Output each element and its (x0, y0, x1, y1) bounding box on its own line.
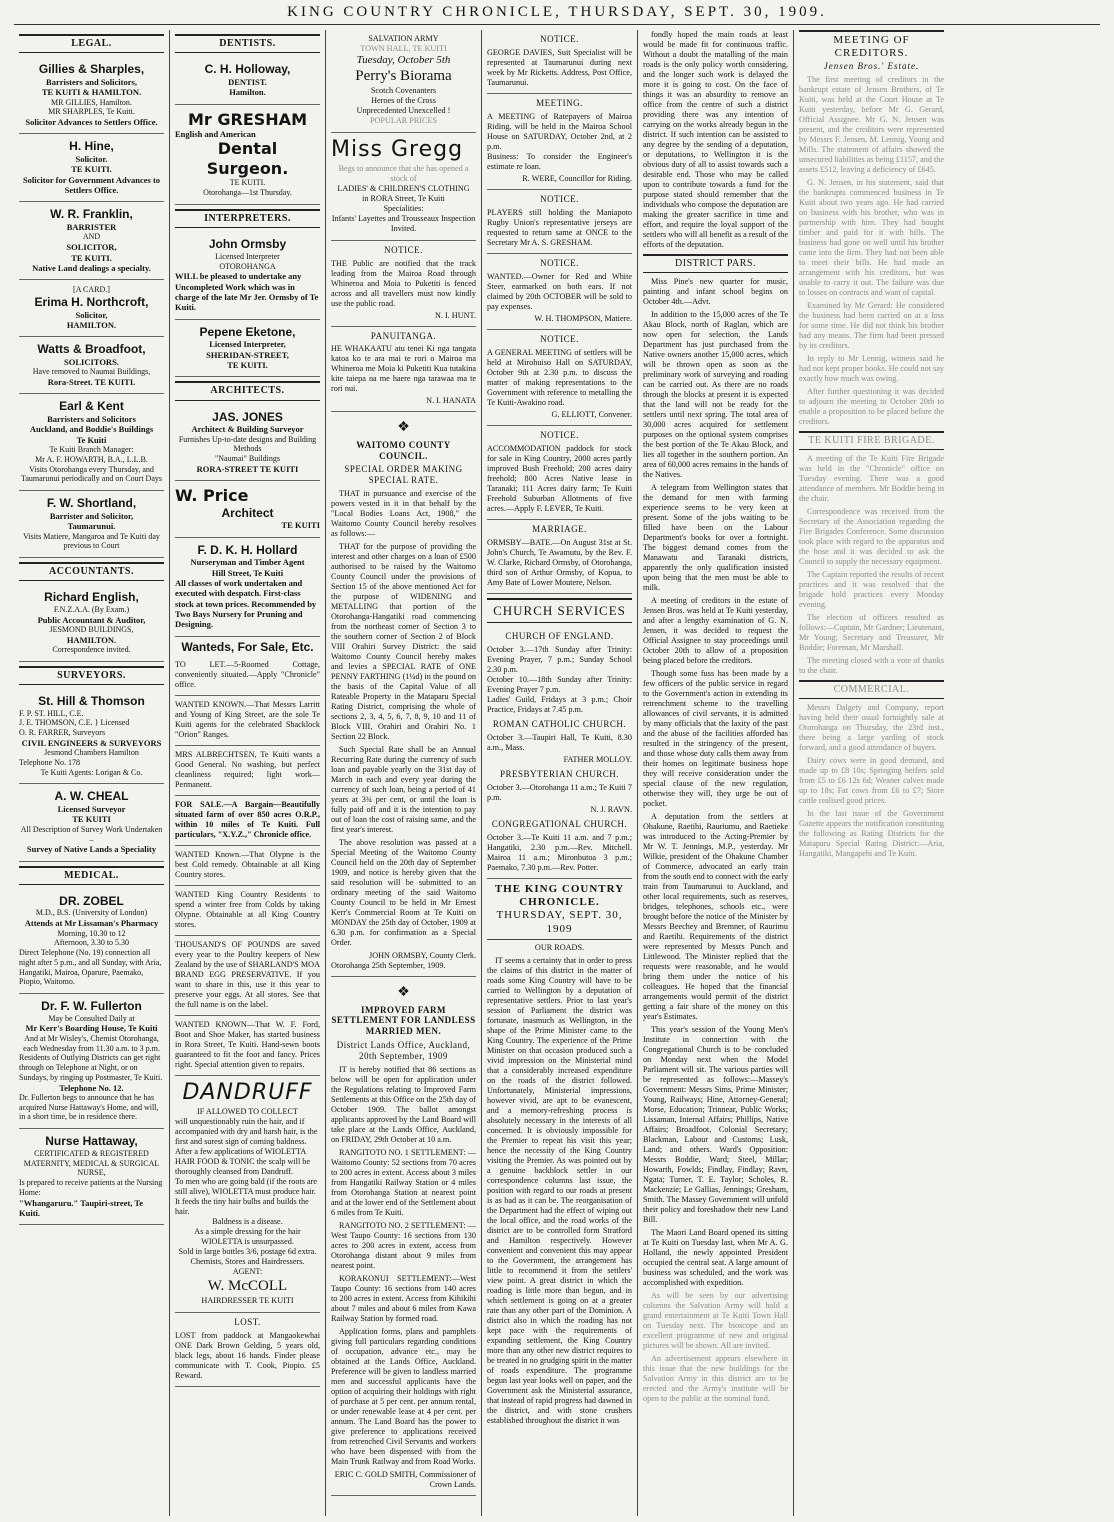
notice-heading: NOTICE. (540, 333, 579, 344)
paragraph: The Maori Land Board opened its sitting at Te Kuiti on Tuesday last, when Mr A. G. Holland, the newly appointed President occupied the central seat. A large amount of business was scheduled, and the work was accomplished with expedition. (643, 1228, 788, 1288)
paragraph: The first meeting of creditors in the bankrupt estate of Jensen Brothers, of Te Kuiti, was held at the Court House at Te Kuiti yesterday, before Mr G. Gerard, Official Assignee. Mr G. N. Jensen was present, and the creditors were represented by Messrs F. Jensen, M. Lennig, Young and Mills. The statement of affairs showed the unsecured liabilities as being £1157, and the assets £512, leaving a deficiency of £645. (799, 74, 944, 174)
notice-heading: PANUITANGA. (370, 330, 437, 341)
column-notices-2 (482, 30, 638, 1516)
card-place: Te Kuiti (76, 434, 107, 445)
section-heading-dentists: DENTISTS. (175, 34, 320, 53)
card-line: O. R. FARRER, Surveyors (19, 728, 106, 738)
card-line: RORA-STREET TE KUITI (196, 463, 299, 474)
card-line: Correspondence invited. (52, 645, 131, 655)
card-line: CERTIFICATED & REGISTERED MATERNITY, MEDICAL & SURGICAL NURSE, (23, 1148, 160, 1178)
card-name: Erima H. Northcroft, (34, 295, 149, 310)
card-line: Solicitor for Government Advances to Settlers Office. (22, 174, 161, 196)
notice-heading: LOST. (234, 1316, 261, 1327)
notice-subheading: SPECIAL ORDER MAKING SPECIAL RATE. (344, 464, 463, 486)
card-line: May be Consulted Daily at (48, 1013, 135, 1023)
card-line: "Naumai" Buildings (215, 454, 280, 464)
card-name: Gillies & Sharples, (38, 62, 145, 77)
card-line: MR GILLIES, Hamilton. (51, 97, 132, 107)
card-line: Te Kuiti Agents: Lorigan & Co. (40, 767, 143, 777)
notice-date: Otorohanga 25th September, 1909. (331, 961, 446, 971)
card-line: Is prepared to receive patients at the Nursing Home: (19, 1178, 163, 1197)
section-heading-district-pars: DISTRICT PARS. (643, 254, 788, 273)
card-line: Attends at Mr Lissaman's Pharmacy (24, 918, 159, 929)
card-name: F. D. K. H. Hollard (197, 542, 298, 557)
card-line: WILL be pleased to undertake any Uncompleted Work which was in charge of the late Mr Jer. Ormsby of Te Kuiti. (175, 271, 319, 313)
notice-text: Such Special Rate shall be an Annual Recurring Rate during the currency of such loan and payable yearly on the 31st day of March in each and every year during the currency of such loan, being a period of 41 years at 3¾ per cent, or until the loan is fully paid off and it is the intention to pay out of loan the cost of raising same, and the first year's interest. (331, 745, 476, 835)
advert-title: DANDRUFF (182, 1080, 313, 1106)
classified-ad: THOUSAND'S OF POUNDS are saved every year to the Poultry keepers of New Zealand by the use of SHARLAND'S MOA BRAND EGG PRESERVATIVE. If you want to share in this, use it this year to preserve your eggs. At all stores. See that the full name is on the label. (175, 936, 320, 1016)
card-name: DR. ZOBEL (59, 893, 124, 908)
card-line: Have removed to Naumai Buildings, (32, 367, 151, 377)
card-place: HAMILTON. (66, 634, 117, 645)
notice-heading: NOTICE. (540, 34, 579, 44)
advert-line: Baldness is a disease. (212, 1217, 283, 1227)
coat-of-arms-icon: ❖ (397, 420, 410, 436)
paragraph: Messrs Dalgety and Company, report having held their usual fortnightly sale at Otorohanga on Thursday, the 23rd inst., there being a large yarding of stock forward, and a good attendance of buyers. (799, 703, 944, 753)
card-name: Watts & Broadfoot, (37, 342, 146, 357)
advert-line: in RORA Street, Te Kuiti (362, 193, 445, 203)
notice-davies (487, 30, 632, 94)
advert-line: After a few applications of WIOLETTA HAIR FOOD & TONIC the scalp will be thoroughly cleansed from Dandruff. (175, 1147, 311, 1177)
wanteds-title: Wanteds, For Sale, Etc. (181, 639, 314, 654)
notice-text: PLAYERS still holding the Maniapoto Rugby Union's representative jerseys are requested to return same at ONCE to the Secretary Mr A. S. GRESHAM. (487, 207, 632, 247)
editorial-heading: OUR ROADS. (534, 943, 585, 953)
card-role: Licensed Surveyor (57, 804, 126, 815)
card-name: A. W. CHEAL (54, 789, 129, 804)
card-eketone (175, 320, 320, 378)
column-creditors (794, 30, 949, 1516)
card-name: Earl & Kent (59, 399, 124, 414)
section-heading-commercial: COMMERCIAL. (799, 680, 944, 699)
church-name: CHURCH OF ENGLAND. (505, 630, 614, 641)
notice-text: GEORGE DAVIES, Suit Specialist will be represented at Taumarunui during next week by Mr Ricketts. Address, Post Office, Taumarunui. (487, 47, 632, 87)
advert-line: As a simple dressing for the hair WIOLETTA is unsurpassed. (194, 1227, 301, 1247)
card-place: TE KUITI & HAMILTON. (41, 87, 142, 98)
paragraph: A meeting of the Te Kuiti Fire Brigade was held in the "Chronicle" office on Tuesday evening. There was a good attendance of members. Mr Boddie being in the chair. (799, 453, 944, 503)
section-heading-architects: ARCHITECTS. (175, 381, 320, 400)
church-name: CONGREGATIONAL CHURCH. (491, 818, 628, 829)
card-st-hill-thomson (19, 689, 164, 784)
paragraph: Miss Pine's new quarter for music, painting and infant school begins on October 4th.—Advt. (643, 277, 788, 307)
card-name: Mr GRESHAM (188, 109, 307, 129)
card-line: Morning, 10.30 to 12 (57, 928, 126, 938)
card-name: C. H. Holloway, (204, 62, 291, 77)
card-place: Hamilton. (229, 87, 266, 98)
paragraph: This year's session of the Young Men's Institute in connection with the Congregational Church is to be concluded on Monday next when the Model Parliament will sit. The various parties will be represented as follows:—Massey's Government: Messrs Sims, Prime Minister; Young, Railways; Hine, Attorney-General; Morse, Education; Trinnear, Public Works; Lissaman, Internal Affairs; Phillips, Native Affairs; Broadfoot, Colonial Secretary; Blackman, Labour and Customs; Lusk, Land; and others. Ward's Opposition: Messrs Boddie, Ward; Steel, Millar; Howarth, Fowlds; Findlay, Findlay; Ravn, Ngata; Turner, T. E. Taylor; Scholes, R. Mackenzie; Le Gallias, Jennings; Gresham, Smith. The Massey Government will unfold their policy and foreshadow their new Land Bill. (643, 1025, 788, 1225)
paragraph: In addition to the 15,000 acres of the Te Akau Block, north of Raglan, which are now open for selection, the Lands Department has just purchased from the Native owners another 15,000 acres, which will be thrown open as soon as the preliminary work of surveying and roading can be carried out. As there are no roads through the blocks at present it is expected that the land will not be ready for the settlers until next spring. The total area of 30,000 acres acquired for settlement purposes on the optional system comprises the best portion of the Te Akau Block, and lies all together in the southern portion. An area of 60,000 acres remains in the hands of the Natives. (643, 310, 788, 480)
notice-text: Application forms, plans and pamphlets giving full particulars regarding conditions of occupation, advance etc., may be obtained at the Lands Office, Auckland. Preference will be given to landless married men and successful applicants have the option of acquiring their holdings with right of purchase at 5 per cent. per annum rental, or under renewable lease at 4 per cent. per annum. The Land Board has the power to give preference to applications received from retrenched Civil Servants and workers who have been dispensed with from the Main Trunk Railway and from Road Works. (331, 1327, 476, 1467)
masthead: KING COUNTRY CHRONICLE, THURSDAY, SEPT. 30, 1909. (14, 0, 1100, 25)
section-heading-legal: LEGAL. (19, 34, 164, 53)
card-role: Licensed Interpreter, (209, 339, 286, 350)
advert-line: Infants' Layettes and Trousseaux Inspection Invited. (331, 213, 476, 233)
paragraph: After further questioning it was decided to adjourn the meeting to October 20th to enable a proposition to be placed before the creditors. (799, 386, 944, 426)
dandruff-advert (175, 1076, 320, 1312)
card-line: Otorohanga—1st Thursday. (203, 188, 292, 198)
card-role: Barristers and Solicitors, (46, 76, 137, 87)
card-gresham (175, 105, 320, 205)
card-place: OTOROHANGA (219, 261, 276, 271)
notice-text: Business: To consider the Engineer's estimate re loan. (487, 151, 632, 171)
paragraph: A meeting of creditors in the estate of Jensen Bros. was held at Te Kuiti yesterday, and after a lengthy examination of G. N. Jensen, it was decided to request the Official Assignee to stay proceedings until October 20th to allow of a proposition being placed before the creditors. (643, 596, 788, 666)
section-heading-wanteds (175, 637, 320, 657)
notice-waitomo-council (331, 412, 476, 977)
card-place: TE KUITI (72, 814, 111, 825)
card-place: HAMILTON. (66, 320, 117, 330)
notice-text: LOST from paddock at Mangaokewhai ONE Dark Brown Gelding, 5 years old, black legs, about 16 hands. Finder please communicate with T. Cook, Piopio. £5 Reward. (175, 1330, 320, 1380)
card-line: Visits Otorohanga every Thursday, and Taumarunui periodically and on Court Days (21, 464, 162, 484)
paragraph: The Captain reported the results of recent practices and it was resolved that the brigade hold practices every Monday evening. (799, 569, 944, 609)
notice-heading: NOTICE. (540, 193, 579, 204)
advert-line: Scotch Covenanters (370, 85, 437, 95)
advert-line: Heroes of the Cross (371, 95, 436, 105)
section-heading-interpreters: INTERPRETERS. (175, 209, 320, 228)
card-line: Te Kuiti Branch Manager: (49, 445, 134, 455)
paragraph: Though some fuss has been made by a few officers of the public service in regard to the Government's action in extending its retrenchment scheme to the travelling allowances of civil servants, it is admitted by many officials that the laxity of the past and the abuse of the facilities afforded has resulted in the stringency of the present, and those whose duty calls them away from their homes on legitimate business hope they will receive consideration under the special clause of the new regulation, otherwise they will, they urge be out of pocket. (643, 669, 788, 809)
service-line: October 3.—17th Sunday after Trinity: Evening Prayer, 7 p.m.; Sunday School 2.30 p.m. (487, 644, 632, 674)
notice-heading: WAITOMO COUNTY COUNCIL. (356, 439, 451, 461)
service-line: October 3.—Te Kuiti 11 a.m. and 7 p.m.; Hangatiki, 2.30 p.m.—Rev. Mitchell. Mairoa 11 a.m.; Mironbutoa 3 p.m.; Paemako, 7.30 p.m.—Rev. Potter. (487, 832, 632, 872)
notice-signature: W. H. THOMPSON, Matiere. (534, 313, 632, 323)
lost-notice (175, 1313, 320, 1387)
notice-text: KORAKONUI SETTLEMENT:—West Taupo County: 16 sections from 140 acres to 200 acres in extent. Access from Kihikihi about 7 miles and about 6 miles from Kawa Railway Station by formed road. (331, 1274, 476, 1324)
card-line: Survey of Native Lands a Speciality (26, 844, 157, 855)
card-name: JAS. JONES (212, 409, 283, 424)
service-signature: N. J. RAVN. (590, 804, 632, 814)
notice-text: WANTED.—Owner for Red and White Steer, earmarked on both ears. If not claimed by 20th OCTOBER will be sold to pay expenses. (487, 271, 632, 311)
card-role: Barrister and Solicitor, (49, 510, 134, 521)
card-franklin (19, 202, 164, 280)
card-ormsby (175, 232, 320, 320)
classified-ad: TO LET.—5-Roomed Cottage, conveniently situated.—Apply "Chronicle" office. (175, 656, 320, 696)
church-name: ROMAN CATHOLIC CHURCH. (492, 718, 627, 729)
card-place: Hill Street, Te Kuiti (211, 567, 284, 578)
card-line: Jesmond Chambers Hamilton (44, 748, 139, 758)
card-line: Telephone No. 12. (59, 1082, 124, 1093)
card-english (19, 585, 164, 662)
card-role: SOLICITOR, (66, 242, 117, 253)
classified-ad: WANTED Known.—That Olypne is the best Cold remedy. Obtainable at all King Country stores. (175, 846, 320, 886)
card-line: Mr Kerr's Boarding House, Te Kuiti (25, 1023, 158, 1034)
paragraph: A deputation from the settlers at Ohakune, Raetihi, Rauriumu, and Raetieke was introduced to the Acting-Premier by Mr W. T. Jennings, M.P., yesterday. Mr Wilkie, president of the Ohakune Chamber of Commerce, advocated an early train from the south end to connect with the early train from Taumarunui to Auckland, and other local requirements, such as reserves, bridges, telephones, schools etc., were brought before the notice of the Minister by Messrs Beechey and Bremner, of Raurimu and Raetihi. Requirements of the district were represented by Messrs Punch and Littlewood. The Minister replied that the requests were reasonable, and he would bring them under the notice of his colleagues. He hoped that the financial arrangements would permit of the district getting a fair share of the money on this year's Estimates. (643, 812, 788, 1022)
card-line: Rora-Street. TE KUITI. (47, 377, 136, 388)
notice-text: ACCOMMODATION paddock for stock for sale in King Country, 2000 acres partly improved Bush Freehold; 200 acres dairy freehold; 800 Acres Native lease in Taranaki; 111 Acres dairy farm; Te Kuiti Freehold Suburban Allotments of five acres.—Apply F. LEVER, Te Kuiti. (487, 443, 632, 513)
card-role: Public Accountant & Auditor, (37, 614, 146, 625)
card-line: JESMOND BUILDINGS, (49, 624, 134, 634)
service-line: October 10.—18th Sunday after Trinity: Evening Prayer 7 p.m. (487, 674, 632, 694)
advert-agent: W. McCOLL (207, 1278, 288, 1295)
card-place: Taumarunui. (67, 521, 116, 532)
card-name: Pepene Eketone, (199, 324, 296, 339)
card-place: TE KUITI. (71, 252, 112, 263)
section-heading-fire-brigade: TE KUITI FIRE BRIGADE. (799, 431, 944, 450)
paragraph: A telegram from Wellington states that the demand for men with farming experience seems to be very keen at present. Some of the jobs waiting to be filled have been on the Labour Department's books for over a fortnight. The biggest demand comes from the Manawatu and Taranaki districts, apparently the only qualification insisted upon being that the men must be able to milk. (643, 483, 788, 593)
salvation-army-advert (331, 30, 476, 133)
creditors-subheading: Jensen Bros.' Estate. (823, 60, 920, 71)
church-name: PRESBYTERIAN CHURCH. (499, 768, 619, 779)
card-line: English and American (175, 129, 256, 140)
card-line: Residents of Outlying Districts can get right through on Telephone at Night, or on Sundays, by ringing up Postmaster, Te Kuiti. (19, 1053, 163, 1082)
advert-line: will unquestionably ruin the hair, and if accompanied with dry and harsh hair, is the first and surest sign of coming baldness. (175, 1117, 318, 1147)
paragraph: In reply to Mr Lennig, witness said he had not kept proper books. He could not say exactly how much was owing. (799, 353, 944, 383)
notice-signature: JOHN ORMSBY, County Clerk. (369, 951, 476, 961)
notice-heading: IMPROVED FARM SETTLEMENT FOR LANDLESS MARRIED MEN. (331, 1004, 476, 1037)
miss-gregg-advert (331, 133, 476, 241)
card-role: Licensed Interpreter (215, 251, 280, 261)
card-tag: [A CARD.] (73, 285, 110, 295)
column-district-pars (638, 30, 794, 1516)
notice-accommodation (487, 426, 632, 520)
notice-heading: NOTICE. (384, 244, 423, 255)
notice-text: A GENERAL MEETING of settlers will be held at Mirohuiso Hall on SATURDAY, October 9th at 2.30 p.m. to discuss the matter of making representations to the Government with reference to metalling the Te Kuiti-Awakino road. (487, 347, 632, 407)
card-role: Solicitor, (75, 309, 108, 320)
advert-line: AGENT: (232, 1267, 263, 1277)
card-name: W. R. Franklin, (50, 207, 133, 222)
notice-text: THAT in pursuance and exercise of the powers vested in it in that behalf by the "Local Bodies Loans Act, 1908," the Waitomo County Council hereby resolves as follows:— (331, 489, 476, 539)
notice-steer (487, 254, 632, 330)
card-line: "Whangaruru." Taupiri-street, Te Kuiti. (19, 1197, 144, 1218)
notice-signature: R. WERE, Councillor for Riding. (522, 173, 632, 183)
card-line: Auckland, and Boddie's Buildings (29, 424, 154, 435)
card-line: Telephone No. 178 (19, 757, 80, 767)
card-line: F. P. ST. HILL, C.E. (19, 708, 84, 718)
advert-title: Perry's Biorama (355, 68, 452, 85)
card-role: Nurseryman and Timber Agent (190, 557, 305, 568)
paragraph: The election of officers resulted as follows:—Captain, Mr Gardner; Lieutenant, Mr Young; Secretary and Treasurer, Mr Boddie; Foreman, Mr Marshall. (799, 612, 944, 652)
advert-line: LADIES' & CHILDREN'S CLOTHING (337, 183, 470, 193)
paragraph: Correspondence was received from the Secretary of the Association regarding the Fire Brigades Conference. Some discussion took place with regard to the apparatus and the hose and it was decided to ask the Council to supply the necessary equipment. (799, 506, 944, 566)
classified-ad: WANTED King Country Residents to spend a winter free from Colds by taking Olypne. Obtainable at all King Country stores. (175, 886, 320, 936)
card-line: And at Mr Wisley's, Chemist Otorohanga, each Wednesday from 11.30 a.m. to 3 p.m. (23, 1033, 160, 1053)
card-place: TE KUITI (281, 520, 320, 531)
notice-heading: MARRIAGE. (532, 523, 587, 534)
advert-line: POPULAR PRICES (369, 115, 438, 125)
notice-farm-settlement (331, 977, 476, 1496)
church-services-heading: CHURCH SERVICES (487, 598, 632, 623)
card-role: DENTIST. (228, 76, 267, 87)
card-line: M.D., B.S. (University of London) (35, 908, 148, 918)
card-hine (19, 134, 164, 202)
card-name: W. Price (175, 486, 249, 506)
card-role: Architect & Building Surveyor (191, 424, 304, 435)
notice-subheading: District Lands Office, Auckland, 20th September, 1909 (336, 1040, 471, 1062)
card-place: TE KUITI. (227, 360, 268, 371)
notice-heading: NOTICE. (540, 257, 579, 268)
card-role: CIVIL ENGINEERS & SURVEYORS (21, 737, 162, 748)
card-line: Furnishes Up-to-date designs and Building Methods (178, 434, 317, 454)
card-role: BARRISTER (66, 222, 117, 233)
service-line: October 3.—Otorohanga 11 a.m.; Te Kuiti 7 p.m. (487, 782, 632, 802)
advert-line: TOWN HALL, TE KUITI (360, 44, 447, 53)
notice-heading: NOTICE. (540, 429, 579, 440)
card-line: Solicitor Advances to Settlers Office. (25, 117, 158, 128)
notice-general-meeting (487, 330, 632, 426)
card-line: Direct Telephone (No. 19) connection all night after 5 p.m., and all Sunday, with Aria, Hangatiki, Mairoa, Oparure, Paemako, Piopio, Waitomo. (19, 948, 162, 987)
notice-text: HE WHAKAATU atu tenei Ki nga tangata katoa ko te ara mai te rori o Mairoa ma Whineroa me Moia ki Puketiti Kua tutakina kite taiepa na me haere nga tarawaa ma te rori nui. (331, 344, 476, 394)
notice-signature: ERIC C. GOLD SMITH, Commissioner of Crown Lands. (334, 1470, 476, 1490)
section-heading-medical: MEDICAL. (19, 866, 164, 885)
editorial-paper-name: THE KING COUNTRY CHRONICLE. (494, 882, 625, 908)
card-line: J. E. THOMSON, C.E. } Licensed (19, 718, 130, 728)
paragraph: An advertisement appears elsewhere in this issue that the new buildings for the Salvation Army in this district are to be erected and the Army's institute will be open to the public at the nominal fund. (643, 1354, 788, 1404)
card-role: AND (82, 232, 101, 242)
service-signature: FATHER MOLLOY. (563, 754, 632, 764)
notice-text: The above resolution was passed at a Special Meeting of the Waitomo County Council held on the 20th day of September 1909, and notice is hereby given that the said resolution will be submitted to an ordinary meeting of the said Waitomo County Council to be held in Mr Ernest Kerr's Commercial Room at Te Kuiti on MONDAY the 25th day of October, 1909 at 6.30 p.m. for confirmation as a Special Order. (331, 838, 476, 948)
notice-meeting (487, 94, 632, 190)
card-hattaway (19, 1129, 164, 1225)
service-line: Ladies' Guild, Fridays at 3 p.m.; Choir Practice, Fridays at 7.45 p.m. (487, 694, 632, 714)
card-line: Visits Matiere, Mangaroa and Te Kuiti day previous to Court (23, 531, 160, 551)
card-line: SHERIDAN-STREET, (206, 349, 289, 360)
card-price (175, 481, 320, 538)
card-line: F.N.Z.A.A. (By Exam.) (53, 604, 130, 614)
card-role: Dental Surgeon. (206, 139, 289, 178)
advert-line: Specialities: (383, 203, 424, 213)
card-jones (175, 405, 320, 482)
card-name: Nurse Hattaway, (45, 1134, 138, 1149)
card-line: All Description of Survey Work Undertaken – (20, 824, 163, 844)
editorial-text: IT seems a certainty that in order to press the claims of this district in the matter of roads some King Country will have to be carried to Wellington by a deputation of representative settlers. Prior to last year's session of Parliament the district was fortunate, inasmuch as Wellington, in the shape of the Prime Minister came to the King Country. The experience of the Prime Minister on that occasion produced such a vivid impression on the Ministerial mind that a considerably increased expenditure on the roads of the district followed. Unfortunately, Ministerial impressions, however vivid, are apt to be evanescent, and a memory-refreshing process is absolutely necessary in the interests of all concerned. It is obviously impossible for the Premier to repeat his visit this year; hence the necessity of the King Country visiting the Premier. As was pointed out by a genuine backblock settler in our correspondence columns last issue, the position with regard to our roads at present is as bad as it can be. The reorganisation of the Department had the effect of wiping out the local office, and the road works of the district are to be controlled form Stratford and Hamilton respectively. However convenient and convenient this may appear to the Government, the arrangement has little to recommend it from the settlers' view point. A great district in which the roading is little more than begun, and in which settlement is going on at a greater rate than any other part of the Dominion. A district also in which the roading has not kept pace with the requirements of expanding settlement, the King Country more than any other new district requires to be treated in no grudging spirit in the matter of roads expenditure. The programme begun last year looks well on paper, and the Government ask the Ministerial assurance, that instead of rapid progress had dawned in the district, and with stone crushers established throughout the district it was (487, 956, 632, 1426)
column-legal (14, 30, 170, 1516)
card-zobel (19, 889, 164, 994)
notice-text: RANGITOTO NO. 1 SETTLEMENT: —Waitomo County: 52 sections from 70 acres to 200 acres in extent. Access about 3 miles from Hangatiki Railway Station or 4 miles from Otorohanga Station at nearest point and at the lower end of the Settlement about 6 miles from Te Kuiti. (331, 1148, 476, 1218)
card-line: Mr A. F. HOWARTH, B.A., L.L.B. (35, 454, 148, 464)
classified-ad: WANTED KNOWN—That W. F. Ford, Boot and Shoe Maker, has started business in Rora Street, Te Kuiti. Hand-sewn boots guaranteed to fit the foot and fancy. Prices right. Special attention given to repairs. (175, 1016, 320, 1076)
card-name: St. Hill & Thomson (38, 693, 145, 708)
card-cheal (19, 784, 164, 861)
paragraph: In the last issue of the Government Gazette appears the notification constituting the following as Rating Districts for the Mataparu Special Rating District:—Aria, Hangatiki, Mangapehi and Te Kuiti. (799, 809, 944, 859)
church-services (487, 627, 632, 879)
notice-panuitanga (331, 327, 476, 413)
editorial-continued: fondly hoped the main roads at least would be made fit for continuous traffic. Without a doubt the matalling of the main roads is the only policy worth considering, and the longer such work is delayed the more it is going to cost. On the face of things it was an absurdity to remove an office from the centre of such a district providing there was any intention of carrying on the works already begun in the district. If such intention can be assisted to any degree by the sending of a deputation, or deputations, to Wellington it is the obvious duty of all to assist towards such a desirable end. Those who may be called upon to contribute towards a fund for the purpose stated should remember that the individuals who compose the deputation are making the greater sacrifice in time and effort, and require the loyal support of the settlers who will all benefit as a result of the efforts of the deputation. (643, 30, 788, 249)
card-northcroft (19, 280, 164, 337)
notice-hunt (331, 241, 476, 327)
card-earl-kent (19, 394, 164, 491)
advert-line: Begs to announce that she has opened a stock of (338, 163, 469, 183)
advert-line: To men who are going bald (if the roots are still alive), WIOLETTA must produce hair. It feeds the tiny hair bulbs and builds the hair. (175, 1177, 317, 1217)
card-name: Dr. F. W. Fullerton (41, 999, 142, 1014)
column-notices-1 (326, 30, 482, 1516)
notice-text: THE Public are notified that the track leading from the Mairoa Road through Whineroa and Moia to Puketiti is fenced across and all travellers must now kindly use the public road. (331, 258, 476, 308)
paragraph: As will be seen by our advertising columns the Salvation Army will hold a grand entertainment at Te Kuiti Town Hall on Tuesday next. The bioscope and an excellent programme of new and original pictures will be shown. All are invited. (643, 1291, 788, 1351)
card-shortland (19, 491, 164, 558)
card-gillies-sharples (19, 57, 164, 134)
card-line: All classes of work undertaken and executed with despatch. First-class stock at town prices. Recommended by Two Bays Nursery for Pruning and Designing. (175, 578, 317, 630)
paragraph: Examined by Mr Gerard: He considered the business had been carried on at a loss for some time. He did not think his brother had any means. The firm had been pressed by its creditors. (799, 300, 944, 350)
notice-jerseys (487, 190, 632, 254)
card-watts-broadfoot (19, 337, 164, 394)
card-line: Afternoon, 3.30 to 5.30 (53, 938, 130, 948)
card-name: Richard English, (44, 590, 139, 605)
card-name: H. Hine, (69, 139, 114, 154)
coat-of-arms-icon: ❖ (397, 985, 410, 1001)
classified-ad: FOR SALE.—A Bargain—Beautifully situated farm of over 850 acres O.R.P., within 10 miles of Te Kuiti. Full particulars, "X.Y.Z.," Chronicle office. (175, 796, 320, 846)
advert-heading: SALVATION ARMY (368, 34, 439, 43)
notice-signature: N. I. HUNT. (434, 310, 476, 320)
service-line: October 3.—Taupiri Hall, Te Kuiti, 8.30 a.m., Mass. (487, 732, 632, 752)
columns (14, 30, 1104, 1516)
section-heading-accountants: ACCOUNTANTS. (19, 562, 164, 581)
paragraph: Dairy cows were in good demand, and made up to £8 10s; Springing heifers sold from £5 to £6 12s 6d; Weaner calves made up to 18s; Fat cows from £6 to £7; Store cattle realised good prices. (799, 756, 944, 806)
card-name: F. W. Shortland, (46, 496, 137, 511)
paragraph: G. N. Jensen, in his statement, said that the bankrupts commenced business in Te Kuiti about two years ago. He had carried on business with his brother, who was in partnership with him. They had bought timber and paid for it with bills. The business had gone on well until his brother came into the firm. They had not been able to meet their bills. He had made an arrangement with his creditors, but was unable to carry it out. The failure was due to losses on contracts and want of capital. (799, 177, 944, 297)
card-line: Dr. Fullerton begs to announce that he has acquired Nurse Hattaway's Home, and will, in a short time, be in residence there. (19, 1092, 159, 1122)
card-hollard (175, 538, 320, 637)
notice-text: THAT for the purpose of providing the interest and other charges on a loan of £500 authorised to be raised by the Waitomo County Council under the provisions of Section 15 of the above mentioned Act for the purpose of WIDENING and METALLING that portion of the Otorohanga-Hangatiki road commencing from the northeast corner of Section 3 to the southern corner of Section 2 of Block VIII Orahiri Survey District: the said Waitomo County Council hereby makes and levies a SPECIAL RATE of ONE PENNY FARTHING (1¼d) in the pound on the basis of the Capital Value of all Rateable Property in the Mataparu Special Rating District, comprising the whole of sections 2, 3, 4, 5, 6, 7, 8, 9, 10 and 11 of Block VIII, Orahiri and Orahiri No. 1 Section 22 Block. (331, 542, 476, 742)
notice-text: IT is hereby notified that 86 sections as below will be open for application under the Regulations relating to Improved Farm Settlements at this Office on the 25th day of October 1909. The ballot amongst applicants approved by the Land Board will take place at the Lands Office, Auckland, on FRIDAY, 29th October at 10 a.m. (331, 1065, 476, 1145)
card-holloway (175, 57, 320, 104)
section-heading-surveyors: SURVEYORS. (19, 666, 164, 685)
card-place: TE KUITI. (71, 164, 112, 175)
advert-line: HAIRDRESSER TE KUITI (201, 1295, 294, 1305)
notice-text: ORMSBY—BATE.—On August 31st at St. John's Church, Te Awamutu, by the Rev. F. W. Clarke, Richard Ormsby, of Otorohanga, third son of Arthur Ormsby, of Kopua, to Amy Bate of Lower Moutere, Nelson. (487, 537, 632, 587)
card-role: Barristers and Solicitors (47, 414, 136, 425)
card-role: SOLICITORS. (64, 356, 119, 367)
card-role: Solicitor. (75, 154, 108, 165)
advert-line: Sold in large bottles 3/6, postage 6d extra. Chemists, Stores and Hairdressers. (178, 1247, 317, 1267)
column-dentists (170, 30, 326, 1516)
advert-line: Unprecedented Unexcelled ! (356, 105, 451, 115)
advert-title: Miss Gregg (331, 136, 464, 162)
card-line: MR SHARPLES, Te Kuiti. (48, 107, 135, 117)
card-fullerton (19, 994, 164, 1129)
card-name: John Ormsby (208, 237, 287, 252)
notice-text: RANGITOTO NO. 2 SETTLEMENT: —West Taupo County: 16 sections from 130 acres to 200 acres in extent, access from Otorohanga distant about 9 miles from nearest point. (331, 1221, 476, 1271)
paragraph: The meeting closed with a vote of thanks to the chair. (799, 655, 944, 675)
advert-date: Tuesday, October 5th (356, 54, 451, 66)
editorial-date: THURSDAY, SEPT. 30, 1909 (487, 909, 632, 940)
classified-ad: MRS ALBRECHTSEN, Te Kuiti wants a Good General. No washing, but perfect cleanliness required; light work—Permanent. (175, 746, 320, 796)
notice-signature: G. ELLIOTT, Convener. (551, 409, 632, 419)
card-role: Architect (221, 505, 274, 520)
advert-subtitle: IF ALLOWED TO COLLECT (197, 1107, 298, 1117)
notice-text: A MEETING of Ratepayers of Mairoa Riding, will be held in the Mairoa School House on SATURDAY, October 2nd, at 2 p.m. (487, 111, 632, 151)
notice-heading: MEETING. (536, 97, 583, 108)
classified-ad: WANTED KNOWN.—That Messrs Larritt and Young of King Street, are the sole Te Kuiti agents for the celebrated Shacklock "Orion" Ranges. (175, 696, 320, 746)
creditors-heading: MEETING OF CREDITORS. (799, 30, 944, 61)
notice-marriage (487, 520, 632, 594)
card-line: Native Land dealings a specialty. (32, 262, 151, 273)
card-place: TE KUITI. (229, 178, 266, 188)
notice-signature: N. I. HANATA (426, 396, 476, 406)
